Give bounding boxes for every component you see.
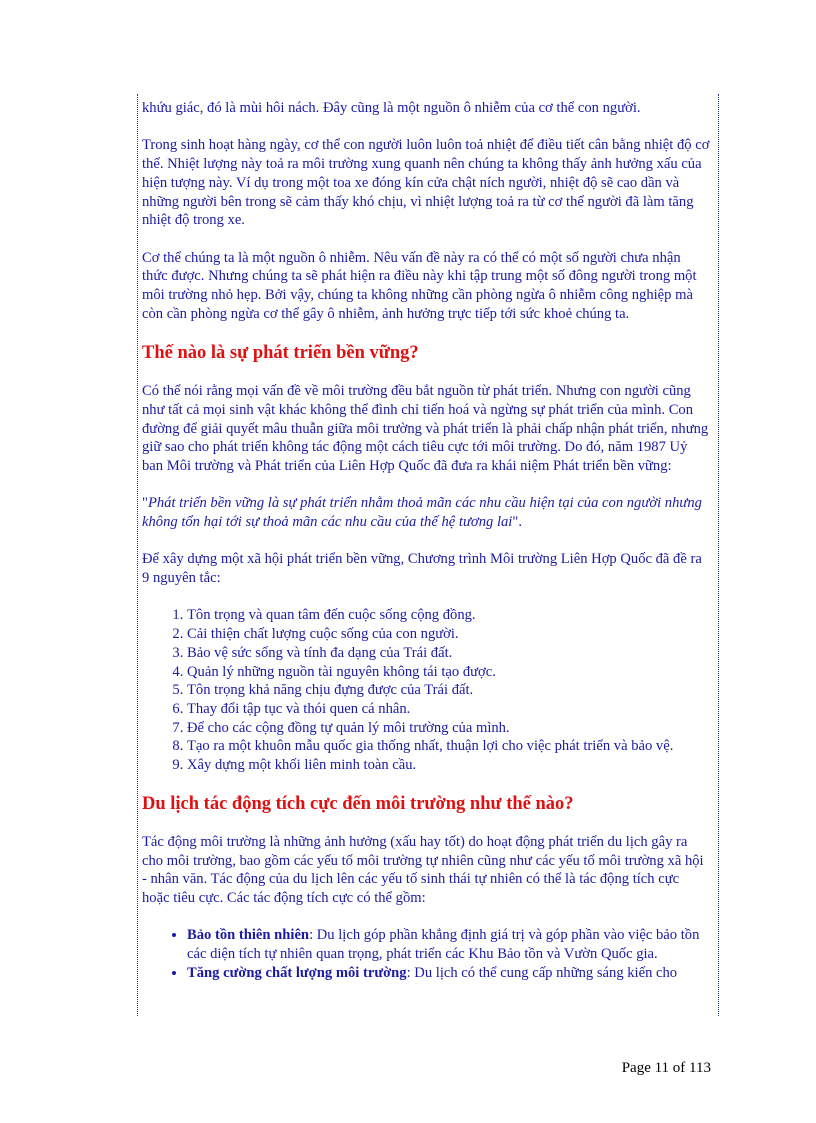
quote-mark-open: " [142, 495, 148, 512]
list-item: 5. Tôn trọng khả năng chịu đựng được của Trái đất. [187, 681, 710, 700]
term-description: : Du lịch có thể cung cấp những sáng kiến cho [406, 964, 678, 981]
list-item: 6. Thay đổi tập tục và thói quen cá nhân. [187, 700, 710, 719]
document-body [142, 99, 710, 982]
page-number: Page 11 of 113 [621, 1060, 711, 1076]
section-heading-tourism-impact: Du lịch tác động tích cực đến môi trường như thế nào? [142, 793, 574, 814]
list-item: 3. Bảo vệ sức sống và tính đa dạng của Trái đất. [187, 644, 710, 663]
term: Bảo tồn thiên nhiên [187, 927, 310, 944]
quote-paragraph [142, 494, 710, 531]
paragraph: Có thể nói rằng mọi vấn đề về môi trường đều bắt nguồn từ phát triển. Nhưng con người cũng như tất cả mọi sinh vật khác không thể đình chỉ tiến hoá và ngừng sự phát triển của mình. Con đường để giải quyết mâu thuẫn giữa môi trường và phát triển là phải chấp nhận phát triển, nhưng giữ sao cho phát triển không tác động một cách tiêu cực tới môi trường. Do đó, năm 1987 Uỷ ban Môi trường và Phát triển của Liên Hợp Quốc đã đưa ra khái niệm Phát triển bền vững: [142, 383, 709, 474]
paragraph: Tác động môi trường là những ảnh hưởng (xấu hay tốt) do hoạt động phát triển du lịch gây ra cho môi trường, bao gồm các yếu tố môi trường tự nhiên cũng như các yếu tố môi trường xã hội - nhân văn. Tác động của du lịch lên các yếu tố sinh thái tự nhiên có thể là tác động tích cực hoặc tiêu cực. Các tác động tích cực có thể gồm: [142, 833, 704, 906]
list-item: 9. Xây dựng một khối liên minh toàn cầu. [187, 756, 710, 775]
quote-mark-close: ". [512, 514, 522, 530]
definition-quote: Phát triển bền vững là sự phát triển nhằm thoả mãn các nhu cầu hiện tại của con người nhưng không tổn hại tới sự thoả mãn các nhu cầu của thế hệ tương lai [142, 495, 702, 530]
paragraph: Trong sinh hoạt hàng ngày, cơ thể con người luôn luôn toả nhiệt để điều tiết cân bằng nhiệt độ cơ thể. Nhiệt lượng này toả ra môi trường xung quanh nên chúng ta không thấy ảnh hưởng xấu của hiện tượng này. Ví dụ trong một toa xe đóng kín cửa chật ních người, nhiệt độ sẽ cao dần và những người bên trong sẽ cảm thấy khó chịu, vì nhiệt lượng toả ra từ cơ thể người đã làm tăng nhiệt độ trong xe. [142, 137, 710, 229]
list-item [187, 964, 710, 983]
principles-list [142, 606, 710, 774]
list-item: 2. Cải thiện chất lượng cuộc sống của con người. [187, 625, 710, 644]
list-item: 1. Tôn trọng và quan tâm đến cuộc sống cộng đồng. [187, 606, 710, 625]
paragraph: Cơ thể chúng ta là một nguồn ô nhiễm. Nêu vấn đề này ra có thể có một số người chưa nhận thức được. Nhưng chúng ta sẽ phát hiện ra điều này khi tập trung một số đông người trong một môi trường nhỏ hẹp. Bởi vậy, chúng ta không những cần phòng ngừa ô nhiễm công nghiệp mà còn cần phòng ngừa cơ thể gây ô nhiễm, ảnh hưởng trực tiếp tới sức khoẻ chúng ta. [142, 249, 697, 322]
term: Tăng cường chất lượng môi trường [187, 964, 407, 981]
list-item: 7. Để cho các cộng đồng tự quản lý môi trường của mình. [187, 719, 710, 738]
paragraph: khứu giác, đó là mùi hôi nách. Đây cũng là một nguồn ô nhiễm của cơ thể con người. [142, 100, 641, 116]
impact-list [142, 926, 710, 982]
list-item: 8. Tạo ra một khuôn mẫu quốc gia thống nhất, thuận lợi cho việc phát triển và bảo vệ. [187, 737, 710, 756]
paragraph: Để xây dựng một xã hội phát triển bền vững, Chương trình Môi trường Liên Hợp Quốc đã đề ra 9 nguyên tắc: [142, 551, 702, 587]
list-item: 4. Quản lý những nguồn tài nguyên không tái tạo được. [187, 663, 710, 682]
section-heading-sustainable-development: Thế nào là sự phát triển bền vững? [142, 343, 419, 364]
term-description: : Du lịch góp phần khẳng định giá trị và góp phần vào việc bảo tồn các diện tích tự nhiên quan trọng, phát triển các Khu Bảo tồn và Vườn Quốc gia. [187, 927, 700, 963]
list-item [187, 926, 710, 963]
